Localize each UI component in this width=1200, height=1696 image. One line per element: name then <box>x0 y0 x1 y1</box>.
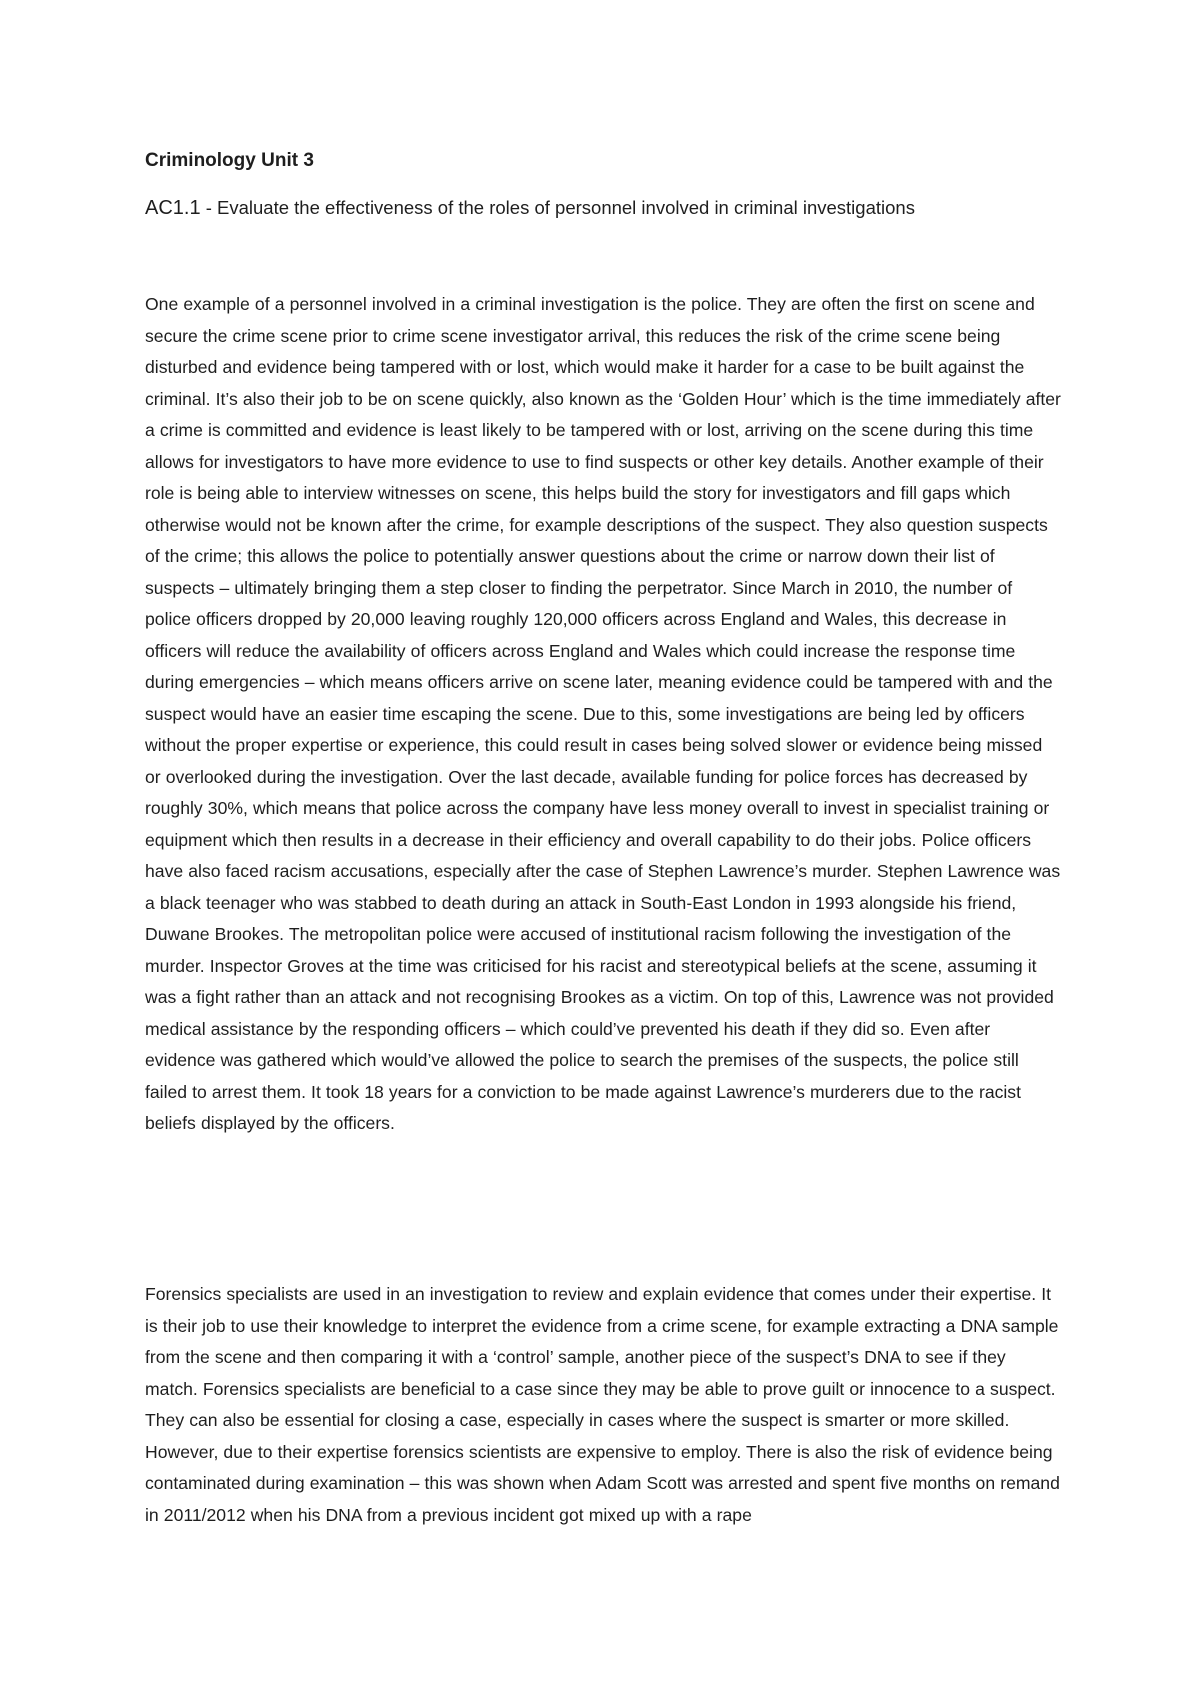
body-paragraph-police: One example of a personnel involved in a criminal investigation is the police. They are often the first on scene and secure the crime scene prior to crime scene investigator arrival, this reduces the risk of the crime scene being disturbed and evidence being tampered with or lost, which would make it harder for a case to be built against the criminal. It’s also their job to be on scene quickly, also known as the ‘Golden Hour’ which is the time immediately after a crime is committed and evidence is least likely to be tampered with or lost, arriving on the scene during this time allows for investigators to have more evidence to use to find suspects or other key details. Another example of their role is being able to interview witnesses on scene, this helps build the story for investigators and fill gaps which otherwise would not be known after the crime, for example descriptions of the suspect. They also question suspects of the crime; this allows the police to potentially answer questions about the crime or narrow down their list of suspects – ultimately bringing them a step closer to finding the perpetrator. Since March in 2010, the number of police officers dropped by 20,000 leaving roughly 120,000 officers across England and Wales, this decrease in officers will reduce the availability of officers across England and Wales which could increase the response time during emergencies – which means officers arrive on scene later, meaning evidence could be tampered with and the suspect would have an easier time escaping the scene. Due to this, some investigations are being led by officers without the proper expertise or experience, this could result in cases being solved slower or evidence being missed or overlooked during the investigation. Over the last decade, available funding for police forces has decreased by roughly 30%, which means that police across the company have less money overall to invest in specialist training or equipment which then results in a decrease in their efficiency and overall capability to do their jobs. Police officers have also faced racism accusations, especially after the case of Stephen Lawrence’s murder. Stephen Lawrence was a black teenager who was stabbed to death during an attack in South-East London in 1993 alongside his friend, Duwane Brookes. The metropolitan police were accused of institutional racism following the investigation of the murder. Inspector Groves at the time was criticised for his racist and stereotypical beliefs at the scene, assuming it was a fight rather than an attack and not recognising Brookes as a victim. On top of this, Lawrence was not provided medical assistance by the responding officers – which could’ve prevented his death if they did so. Even after evidence was gathered which would’ve allowed the police to search the premises of the suspects, the police still failed to arrest them. It took 18 years for a conviction to be made against Lawrence’s murderers due to the racist beliefs displayed by the officers. <box>145 294 1061 1133</box>
assessment-criterion-code: AC1.1 <box>145 197 201 219</box>
document-title: Criminology Unit 3 <box>145 150 314 171</box>
assessment-criterion-text: - Evaluate the effectiveness of the roles of personnel involved in criminal investigations <box>200 197 915 218</box>
body-paragraph-forensics: Forensics specialists are used in an investigation to review and explain evidence that comes under their expertise. It is their job to use their knowledge to interpret the evidence from a crime scene, for example extracting a DNA sample from the scene and then comparing it with a ‘control’ sample, another piece of the suspect’s DNA to see if they match. Forensics specialists are beneficial to a case since they may be able to prove guilt or innocence to a suspect. They can also be essential for closing a case, especially in cases where the suspect is smarter or more skilled. However, due to their expertise forensics scientists are expensive to employ. There is also the risk of evidence being contaminated during examination – this was shown when Adam Scott was arrested and spent five months on remand in 2011/2012 when his DNA from a previous incident got mixed up with a rape <box>145 1284 1060 1525</box>
assessment-criterion-heading <box>145 197 915 220</box>
